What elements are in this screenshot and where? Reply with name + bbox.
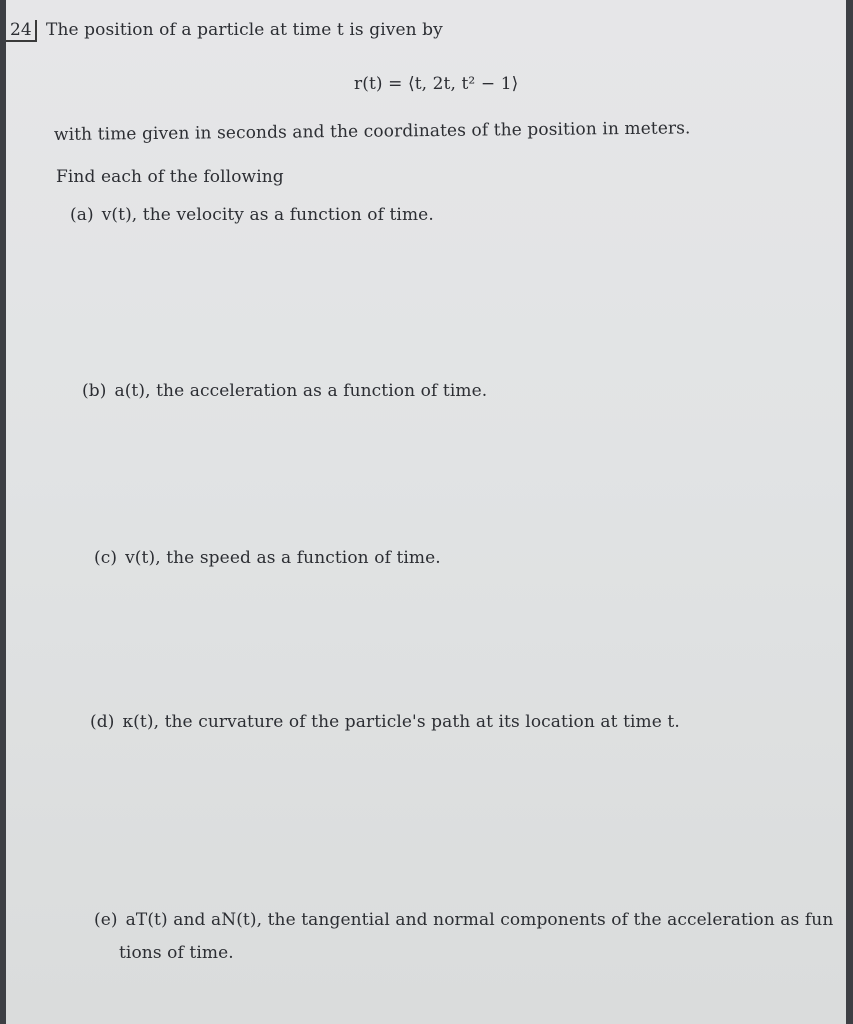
part-c-label: (c) [94, 548, 118, 568]
part-d-text: κ(t), the curvature of the particle's path at its location at time t. [122, 712, 680, 732]
part-e [94, 910, 833, 930]
part-a-text: v(t), the velocity as a function of time. [101, 205, 434, 225]
part-a [70, 205, 434, 225]
part-a-label: (a) [70, 205, 94, 225]
units-statement: with time given in seconds and the coordinates of the position in meters. [53, 118, 691, 145]
part-b [82, 381, 487, 401]
part-b-text: a(t), the acceleration as a function of time. [114, 381, 488, 401]
part-c-text: v(t), the speed as a function of time. [125, 548, 441, 568]
part-e-continuation: tions of time. [119, 943, 234, 963]
problem-number: 24 [6, 20, 37, 42]
part-c [94, 548, 441, 568]
position-equation: r(t) = ⟨t, 2t, t² − 1⟩ [354, 74, 519, 94]
part-e-label: (e) [94, 910, 118, 930]
part-e-text: aT(t) and aN(t), the tangential and normal components of the acceleration as fun [125, 910, 834, 930]
instruction-text: Find each of the following [56, 167, 284, 187]
part-d-label: (d) [90, 712, 115, 732]
problem-intro: The position of a particle at time t is given by [46, 20, 443, 40]
part-d [90, 712, 680, 732]
part-b-label: (b) [82, 381, 107, 401]
worksheet-page [6, 0, 846, 1024]
